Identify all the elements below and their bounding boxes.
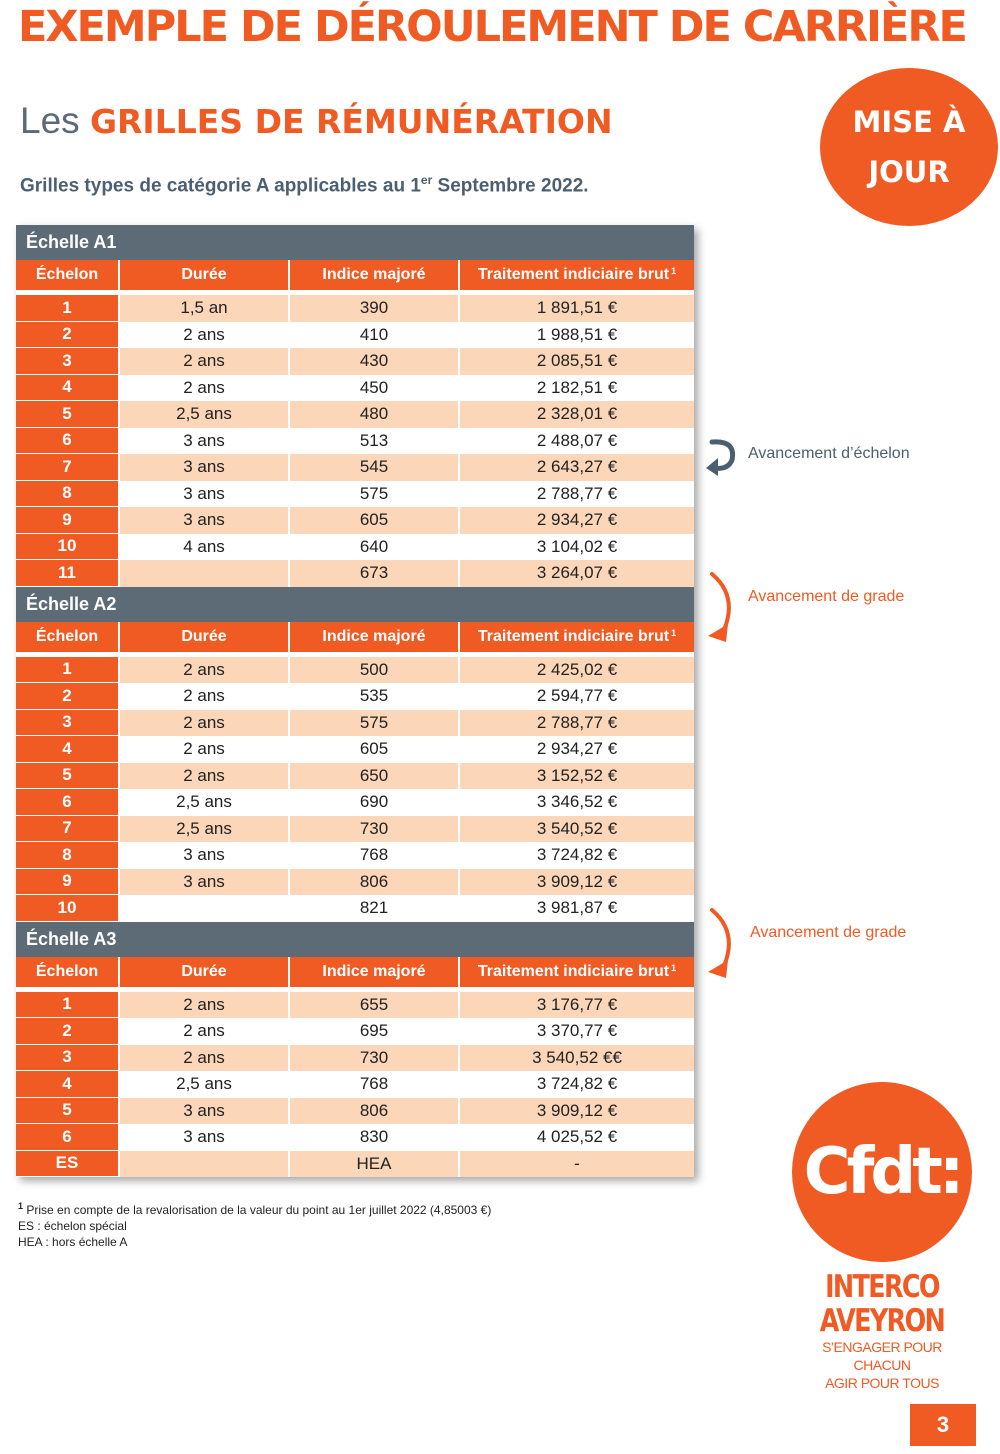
cell-duree: 2 ans: [120, 736, 290, 763]
cell-duree: 2 ans: [120, 710, 290, 737]
footnote-1-marker: 1: [18, 1201, 24, 1211]
slogan-line-1: S’ENGAGER POUR CHACUN: [822, 1339, 942, 1373]
cell-duree: 3 ans: [120, 428, 290, 455]
intro-text: [20, 173, 589, 197]
column-header-traitement: [460, 957, 694, 987]
cell-duree: 3 ans: [120, 1098, 290, 1125]
table-row: [16, 507, 694, 534]
cell-echelon: 6: [16, 428, 120, 455]
column-header-traitement: [460, 260, 694, 290]
annotation-grade-1: Avancement de grade: [748, 588, 905, 605]
cell-echelon: 6: [16, 789, 120, 816]
cell-duree: 3 ans: [120, 454, 290, 481]
cell-echelon: ES: [16, 1151, 120, 1178]
cell-traitement: 2 643,27 €: [460, 454, 694, 481]
cell-traitement: 3 909,12 €: [460, 1098, 694, 1125]
cell-duree: 2 ans: [120, 1018, 290, 1045]
table-row: [16, 1071, 694, 1098]
column-header-duree: [120, 957, 290, 987]
column-header-duree: [120, 622, 290, 652]
cell-traitement: 3 346,52 €: [460, 789, 694, 816]
curved-arrow-icon: [700, 436, 742, 476]
cell-echelon: 9: [16, 507, 120, 534]
column-header-label: Durée: [181, 627, 227, 645]
scale-title: Échelle A3: [16, 922, 694, 957]
cell-indice: 605: [290, 507, 460, 534]
cell-traitement: 2 182,51 €: [460, 375, 694, 402]
column-header-footnote-marker: 1: [671, 266, 677, 276]
cell-indice: 480: [290, 401, 460, 428]
column-header-duree: [120, 260, 290, 290]
cell-duree: 3 ans: [120, 842, 290, 869]
logo-text: Cfdt:: [803, 1135, 961, 1209]
table-row: [16, 1098, 694, 1125]
table-body: [16, 295, 694, 587]
cell-traitement: 3 909,12 €: [460, 869, 694, 896]
cell-duree: 2 ans: [120, 1045, 290, 1072]
column-header-indice: [290, 260, 460, 290]
cell-duree: 2 ans: [120, 992, 290, 1019]
cell-traitement: 2 934,27 €: [460, 736, 694, 763]
badge-line-2: JOUR: [868, 155, 950, 189]
cell-echelon: 5: [16, 763, 120, 790]
cell-echelon: 3: [16, 348, 120, 375]
table-row: [16, 1124, 694, 1151]
cell-duree: [120, 560, 290, 587]
cell-traitement: 3 540,52 €€: [460, 1045, 694, 1072]
table-row: [16, 1151, 694, 1178]
cell-indice: 575: [290, 710, 460, 737]
table-row: [16, 816, 694, 843]
column-header-traitement: [460, 622, 694, 652]
cell-indice: 605: [290, 736, 460, 763]
cell-indice: 640: [290, 534, 460, 561]
cell-traitement: 3 176,77 €: [460, 992, 694, 1019]
cell-echelon: 4: [16, 375, 120, 402]
cell-echelon: 3: [16, 1045, 120, 1072]
salary-scale: [16, 225, 694, 587]
cell-traitement: 3 724,82 €: [460, 842, 694, 869]
table-body: [16, 657, 694, 922]
cell-echelon: 3: [16, 710, 120, 737]
cell-traitement: 2 085,51 €: [460, 348, 694, 375]
cell-duree: 2,5 ans: [120, 401, 290, 428]
cell-traitement: 3 104,02 €: [460, 534, 694, 561]
cell-duree: 1,5 an: [120, 295, 290, 322]
cell-traitement: 3 370,77 €: [460, 1018, 694, 1045]
cell-duree: 3 ans: [120, 507, 290, 534]
table-row: [16, 895, 694, 922]
cell-traitement: 2 488,07 €: [460, 428, 694, 455]
annotation-grade-2: Avancement de grade: [750, 924, 907, 941]
cell-echelon: 5: [16, 1098, 120, 1125]
table-body: [16, 992, 694, 1178]
column-header-label: Échelon: [35, 627, 99, 645]
cell-duree: 2 ans: [120, 763, 290, 790]
table-row: [16, 1045, 694, 1072]
cell-duree: [120, 1151, 290, 1178]
column-header-echelon: [16, 622, 120, 652]
cell-echelon: 8: [16, 481, 120, 508]
column-header-label: Indice majoré: [322, 266, 426, 283]
table-row: [16, 869, 694, 896]
cell-duree: 2,5 ans: [120, 789, 290, 816]
cell-traitement: 3 540,52 €: [460, 816, 694, 843]
table-header: [16, 957, 694, 987]
cell-echelon: 8: [16, 842, 120, 869]
cell-traitement: 2 594,77 €: [460, 683, 694, 710]
org-line-2: AVEYRON: [819, 1303, 945, 1339]
cell-traitement: 2 425,02 €: [460, 657, 694, 684]
cell-echelon: 1: [16, 657, 120, 684]
cell-echelon: 6: [16, 1124, 120, 1151]
slogan-line-2: AGIR POUR TOUS: [825, 1375, 939, 1391]
cell-echelon: 7: [16, 816, 120, 843]
cell-indice: HEA: [290, 1151, 460, 1178]
cell-echelon: 1: [16, 992, 120, 1019]
cell-echelon: 1: [16, 295, 120, 322]
column-header-indice: [290, 622, 460, 652]
cell-indice: 730: [290, 1045, 460, 1072]
organization-block: [792, 1270, 972, 1392]
table-row: [16, 322, 694, 349]
section-title-prefix: Les: [20, 100, 80, 141]
cell-indice: 575: [290, 481, 460, 508]
intro-main: Grilles types de catégorie A applicables au 1: [20, 175, 421, 197]
cell-indice: 655: [290, 992, 460, 1019]
column-header-label: Durée: [181, 266, 227, 283]
table-row: [16, 454, 694, 481]
cell-indice: 821: [290, 895, 460, 922]
cell-indice: 535: [290, 683, 460, 710]
cell-duree: 2,5 ans: [120, 1071, 290, 1098]
column-header-label: Échelon: [35, 266, 99, 283]
table-row: [16, 534, 694, 561]
annotation-echelon: Avancement d’échelon: [748, 445, 910, 462]
table-row: [16, 789, 694, 816]
table-row: [16, 736, 694, 763]
cfdt-logo: [792, 1082, 972, 1262]
cell-indice: 806: [290, 1098, 460, 1125]
footnote-3: HEA : hors échelle A: [18, 1235, 128, 1249]
column-header-label: Indice majoré: [322, 962, 426, 980]
cell-traitement: 4 025,52 €: [460, 1124, 694, 1151]
cell-echelon: 7: [16, 454, 120, 481]
cell-duree: 2 ans: [120, 683, 290, 710]
cell-indice: 768: [290, 842, 460, 869]
cell-echelon: 2: [16, 1018, 120, 1045]
cell-duree: 2 ans: [120, 375, 290, 402]
table-header: [16, 260, 694, 290]
column-header-label: Traitement indiciaire brut: [477, 266, 670, 283]
cell-traitement: 3 981,87 €: [460, 895, 694, 922]
table-row: [16, 710, 694, 737]
table-row: [16, 560, 694, 587]
cell-indice: 450: [290, 375, 460, 402]
org-line-1: INTERCO: [825, 1269, 939, 1305]
column-header-label: Traitement indiciaire brut: [477, 627, 670, 645]
intro-end: Septembre 2022.: [432, 175, 589, 197]
table-row: [16, 1018, 694, 1045]
cell-echelon: 5: [16, 401, 120, 428]
table-row: [16, 657, 694, 684]
curved-arrow-icon: [704, 570, 740, 646]
cell-traitement: 1 891,51 €: [460, 295, 694, 322]
scale-title: Échelle A1: [16, 225, 694, 260]
cell-traitement: 3 724,82 €: [460, 1071, 694, 1098]
column-header-label: Durée: [181, 962, 227, 980]
table-row: [16, 375, 694, 402]
table-row: [16, 348, 694, 375]
cell-indice: 673: [290, 560, 460, 587]
column-header-echelon: [16, 957, 120, 987]
cell-duree: 4 ans: [120, 534, 290, 561]
salary-scale: [16, 922, 694, 1178]
table-row: [16, 842, 694, 869]
cell-traitement: 3 152,52 €: [460, 763, 694, 790]
cell-indice: 513: [290, 428, 460, 455]
scale-title: Échelle A2: [16, 587, 694, 622]
cell-traitement: -: [460, 1151, 694, 1178]
cell-indice: 650: [290, 763, 460, 790]
footnote-1: [18, 1198, 491, 1218]
update-badge: [820, 68, 998, 226]
cell-echelon: 2: [16, 322, 120, 349]
curved-arrow-icon: [704, 906, 740, 982]
cell-duree: 3 ans: [120, 481, 290, 508]
table-row: [16, 295, 694, 322]
cell-traitement: 2 788,77 €: [460, 710, 694, 737]
column-header-indice: [290, 957, 460, 987]
footnote-1-text: Prise en compte de la revalorisation de la valeur du point au 1er juillet 2022 (4,85003 €): [26, 1203, 492, 1217]
table-row: [16, 481, 694, 508]
column-header-label: Indice majoré: [322, 627, 426, 645]
cell-indice: 390: [290, 295, 460, 322]
cell-indice: 500: [290, 657, 460, 684]
page-number: 3: [910, 1404, 976, 1446]
cell-duree: 3 ans: [120, 1124, 290, 1151]
cell-indice: 545: [290, 454, 460, 481]
badge-line-1: MISE À: [852, 105, 966, 139]
cell-indice: 410: [290, 322, 460, 349]
cell-duree: [120, 895, 290, 922]
cell-indice: 690: [290, 789, 460, 816]
cell-traitement: 2 934,27 €: [460, 507, 694, 534]
cell-traitement: 2 328,01 €: [460, 401, 694, 428]
table-header: [16, 622, 694, 652]
footnotes: [18, 1198, 491, 1250]
cell-echelon: 9: [16, 869, 120, 896]
cell-indice: 806: [290, 869, 460, 896]
table-row: [16, 401, 694, 428]
column-header-label: Traitement indiciaire brut: [477, 962, 670, 980]
salary-scale: [16, 587, 694, 922]
cell-echelon: 10: [16, 534, 120, 561]
cell-indice: 730: [290, 816, 460, 843]
cell-echelon: 4: [16, 736, 120, 763]
column-header-echelon: [16, 260, 120, 290]
cell-echelon: 2: [16, 683, 120, 710]
cell-indice: 830: [290, 1124, 460, 1151]
cell-duree: 2 ans: [120, 348, 290, 375]
salary-grids: [16, 225, 694, 1177]
cell-duree: 2 ans: [120, 657, 290, 684]
cell-traitement: 3 264,07 €: [460, 560, 694, 587]
section-title-main: GRILLES DE RÉMUNÉRATION: [89, 102, 613, 141]
table-row: [16, 763, 694, 790]
cell-duree: 2,5 ans: [120, 816, 290, 843]
cell-echelon: 11: [16, 560, 120, 587]
cell-duree: 3 ans: [120, 869, 290, 896]
cell-echelon: 4: [16, 1071, 120, 1098]
table-row: [16, 428, 694, 455]
cell-echelon: 10: [16, 895, 120, 922]
section-title: [20, 100, 613, 142]
footnote-2: ES : échelon spécial: [18, 1219, 127, 1233]
column-header-footnote-marker: 1: [671, 962, 677, 973]
cell-traitement: 2 788,77 €: [460, 481, 694, 508]
cell-indice: 695: [290, 1018, 460, 1045]
cell-indice: 430: [290, 348, 460, 375]
page-title: EXEMPLE DE DÉROULEMENT DE CARRIÈRE: [18, 2, 966, 52]
intro-sup: er: [420, 173, 433, 187]
cell-duree: 2 ans: [120, 322, 290, 349]
cell-indice: 768: [290, 1071, 460, 1098]
table-row: [16, 992, 694, 1019]
cell-traitement: 1 988,51 €: [460, 322, 694, 349]
table-row: [16, 683, 694, 710]
column-header-label: Échelon: [35, 962, 99, 980]
column-header-footnote-marker: 1: [671, 627, 677, 638]
